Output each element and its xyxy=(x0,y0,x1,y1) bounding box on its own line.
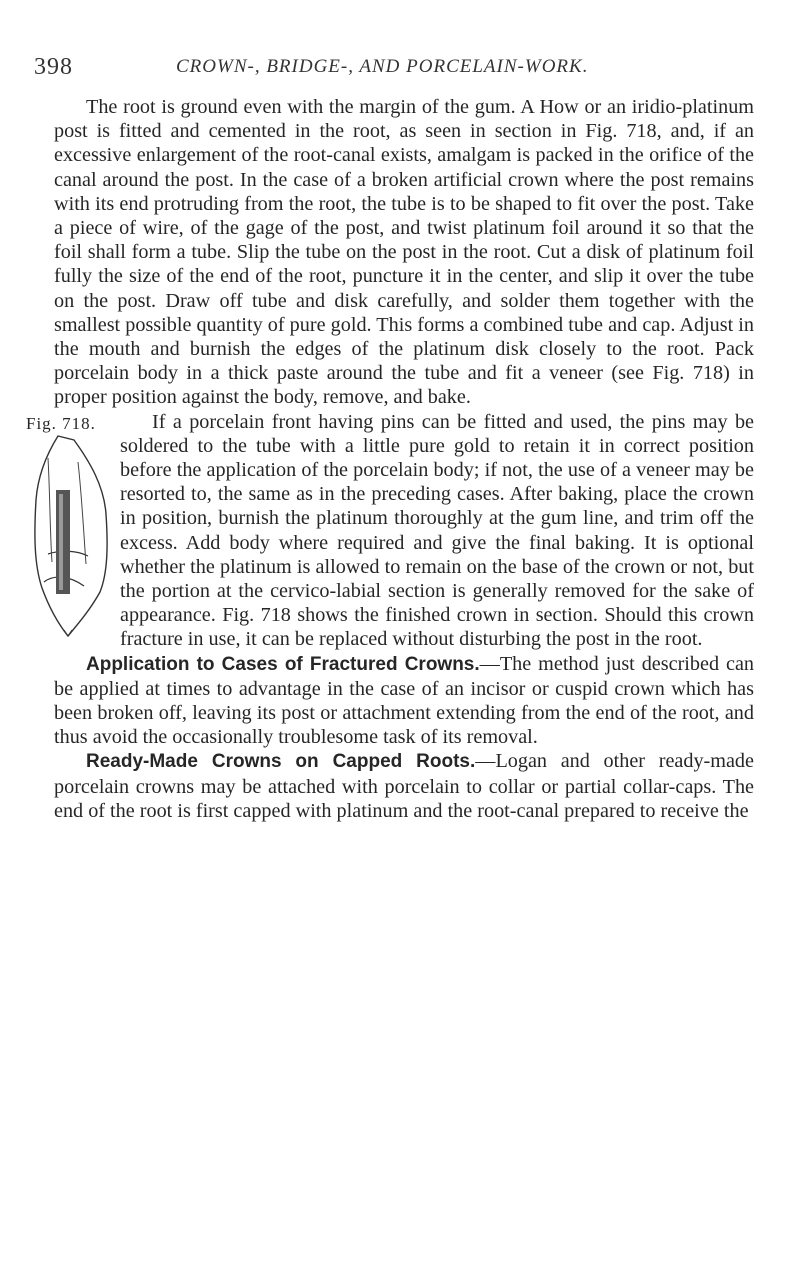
body-text xyxy=(26,95,754,823)
section-heading: Ready-Made Crowns on Capped Roots. xyxy=(86,751,476,773)
section-text: —Logan and other ready-made porcelain crowns may be attached with porcelain to collar or partial collar-caps. The end of the root is first capped with platinum and the root-canal prepared to receive the xyxy=(54,750,754,822)
figure-caption: Fig. 718. xyxy=(26,413,96,433)
page-number: 398 xyxy=(34,54,73,80)
section-ready-made-crowns xyxy=(54,749,754,823)
figure-718 xyxy=(0,410,110,652)
paragraph-1: The root is ground even with the margin of the gum. A How or an iridio-platinum post is fitted and cemented in the root, as seen in section in Fig. 718, and, if an excessive enlargement of the root-canal exists, amalgam is packed in the orifice of the canal around the post. In the case of a broken artificial crown where the post remains with its end protruding from the root, the tube is to be shaped to fit over the post. Take a piece of wire, of the gage of the post, and twist platinum foil around it so that the foil shall form a tube. Slip the tube on the post in the root. Cut a disk of platinum foil fully the size of the end of the root, puncture it in the center, and slip it over the tube on the post. Draw off tube and disk carefully, and solder them together with the smallest possible quantity of pure gold. This forms a combined tube and cap. Adjust in the mouth and burnish the edges of the platinum disk closely to the root. Pack porcelain body in a thick paste around the tube and fit a veneer (see Fig. 718) in proper position against the body, remove, and bake. xyxy=(54,96,754,409)
tooth-section-illustration xyxy=(30,434,112,640)
paragraph-2: If a porcelain front having pins can be fitted and used, the pins may be soldered to the tube with a little pure gold to retain it in correct position before the application of the porcelain body; if not, the use of a veneer may be resorted to, the same as in the preceding cases. After baking, place the crown in position, burnish the platinum thoroughly at the gum line, and trim off the excess. Add body where required and give the final baking. It is optional whether the platinum is allowed to remain on the base of the crown or not, but the portion at the cervico-labial section is generally removed for the sake of appearance. Fig. 718 shows the finished crown in section. Should this crown fracture in use, it can be replaced without disturbing the post in the root. xyxy=(120,410,754,651)
section-text: —The method just described can be applied at times to advantage in the case of an incisor or cuspid crown which has been broken off, leaving its post or attachment extending from the end of the root, and thus avoid the occasionally troublesome task of its removal. xyxy=(54,652,754,749)
section-fractured-crowns xyxy=(54,652,754,750)
section-heading: Application to Cases of Fractured Crowns. xyxy=(86,653,480,675)
running-head: CROWN-, BRIDGE-, AND PORCELAIN-WORK. xyxy=(176,56,589,77)
